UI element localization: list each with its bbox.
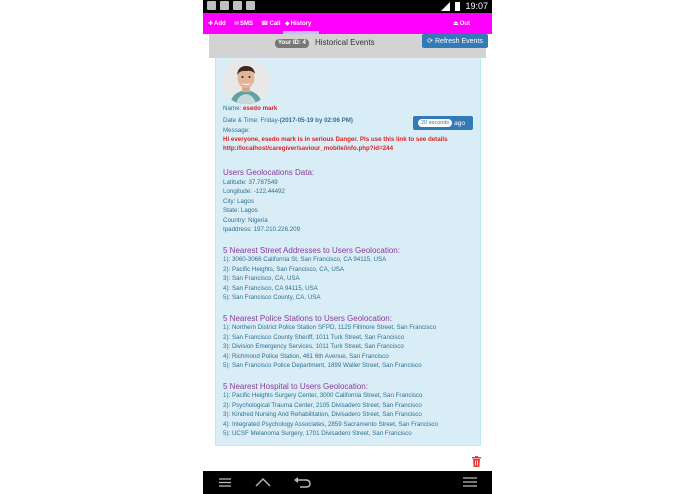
- menu-lines-icon[interactable]: [218, 478, 232, 487]
- status-bar: [203, 0, 492, 13]
- geo-line: Ipaddress: 197.210.226.209: [223, 226, 301, 233]
- hospital-line: 3): Kindred Nursing And Rehabilitation, Divisadero Street, San Francisco: [223, 411, 422, 418]
- time-ago-box: [413, 116, 473, 130]
- geo-section-title: Users Geolocations Data:: [223, 168, 315, 177]
- hospital-line: 1): Pacific Heights Surgery Center, 3000 California Street, San Francisco: [223, 392, 423, 399]
- refresh-events-button[interactable]: [422, 34, 488, 48]
- hospital-line: 2): Psychological Trauma Center, 2105 Divisadero Street, San Francisco: [223, 402, 422, 409]
- police-line: 2): San Francisco County Sheriff, 1011 Turk Street, San Francisco: [223, 334, 405, 341]
- hospital-section-title: 5 Nearest Hospital to Users Geolocation:: [223, 382, 368, 391]
- notification-icons: [207, 1, 255, 10]
- geo-line: Country: Nigeria: [223, 217, 268, 224]
- time-ago-badge: 20 seconds: [418, 119, 452, 127]
- notification-icon: [246, 1, 255, 10]
- plus-icon: ✚: [208, 21, 214, 27]
- avatar: [222, 59, 270, 104]
- geo-line: Longitude: -122.44492: [223, 188, 285, 195]
- back-icon[interactable]: [293, 476, 311, 488]
- datetime-label: Date & Time: Friday-: [223, 117, 280, 124]
- police-line: 3): Division Emergency Services, 1011 Turk Street, San Francisco: [223, 343, 404, 350]
- message-text: Hi everyone, esedo mark is in serious Danger. Pls use this link to see details: [223, 136, 448, 143]
- user-name: esedo mark: [242, 105, 278, 112]
- logout-icon: ⏏: [453, 21, 459, 27]
- sms-icon: ✉: [234, 21, 240, 27]
- street-line: 3): San Francisco, CA, USA: [223, 275, 300, 282]
- geo-line: City: Lagos: [223, 198, 254, 205]
- notification-icon: [207, 1, 216, 10]
- notification-icon: [220, 1, 229, 10]
- street-line: 2): Pacific Heights, San Francisco, CA, USA: [223, 266, 345, 273]
- street-line: 5): San Francisco County, CA, USA: [223, 294, 321, 301]
- top-nav-bar: [203, 13, 492, 34]
- police-line: 5): San Francisco Police Department, 1899 Waller Street, San Francisco: [223, 362, 422, 369]
- page-title: Historical Events: [315, 38, 375, 47]
- device-screen: [203, 0, 492, 494]
- street-line: 4): San Francisco, CA 94115, USA: [223, 285, 318, 292]
- nav-sms-label: SMS: [240, 20, 254, 27]
- battery-icon: [455, 2, 460, 11]
- clock: 19:07: [465, 1, 488, 11]
- user-id-badge: Your ID: 4: [275, 39, 309, 48]
- android-nav-bar: [203, 471, 492, 494]
- hospital-line: 5): UCSF Melanoma Surgery, 1701 Divisadero Street, San Francisco: [223, 430, 412, 437]
- refresh-icon: ⟳: [427, 38, 433, 45]
- geo-line: State: Lagos: [223, 207, 258, 214]
- nav-add[interactable]: [208, 20, 226, 27]
- nav-call[interactable]: [261, 20, 281, 27]
- notification-icon: [233, 1, 242, 10]
- message-link[interactable]: http://localhost/caregiver/saviour_mobile/info.php?id=244: [223, 145, 394, 152]
- hospital-line: 4): Integrated Psychology Associates, 2859 Sacramento Street, San Francisco: [223, 421, 438, 428]
- police-line: 1): Northern District Police Station SFPD, 1125 Fillmore Street, San Francisco: [223, 324, 437, 331]
- nav-out-label: Out: [459, 20, 471, 27]
- phone-icon: ☎: [261, 21, 269, 27]
- event-datetime: (2017-05-19 by 02:06 PM): [279, 117, 353, 124]
- police-section-title: 5 Nearest Police Stations to Users Geolocation:: [223, 314, 392, 323]
- history-icon: ◆: [285, 21, 290, 27]
- nav-call-label: Call: [269, 20, 281, 27]
- nav-history-label: History: [290, 20, 312, 27]
- nav-add-label: Add: [214, 20, 226, 27]
- event-panel: [215, 58, 481, 446]
- nav-logout[interactable]: [453, 20, 470, 27]
- home-icon[interactable]: [255, 477, 271, 487]
- police-line: 4): Richmond Police Station, 461 6th Avenue, San Francisco: [223, 353, 389, 360]
- overflow-menu-icon[interactable]: [462, 477, 478, 487]
- streets-section-title: 5 Nearest Street Addresses to Users Geolocation:: [223, 246, 400, 255]
- geo-line: Latitude: 37.787549: [223, 179, 278, 186]
- name-label: Name:: [223, 105, 242, 112]
- page-content: [203, 34, 492, 471]
- message-label: Message:: [223, 127, 250, 134]
- trash-icon[interactable]: [472, 456, 481, 467]
- nav-sms[interactable]: [234, 20, 253, 27]
- street-line: 1): 3060-3066 California St, San Francisco, CA 94115, USA: [223, 256, 387, 263]
- signal-icon: [441, 2, 450, 11]
- nav-history[interactable]: [285, 20, 311, 27]
- refresh-events-label: Refresh Events: [435, 37, 483, 45]
- time-ago-suffix: ago: [454, 119, 465, 127]
